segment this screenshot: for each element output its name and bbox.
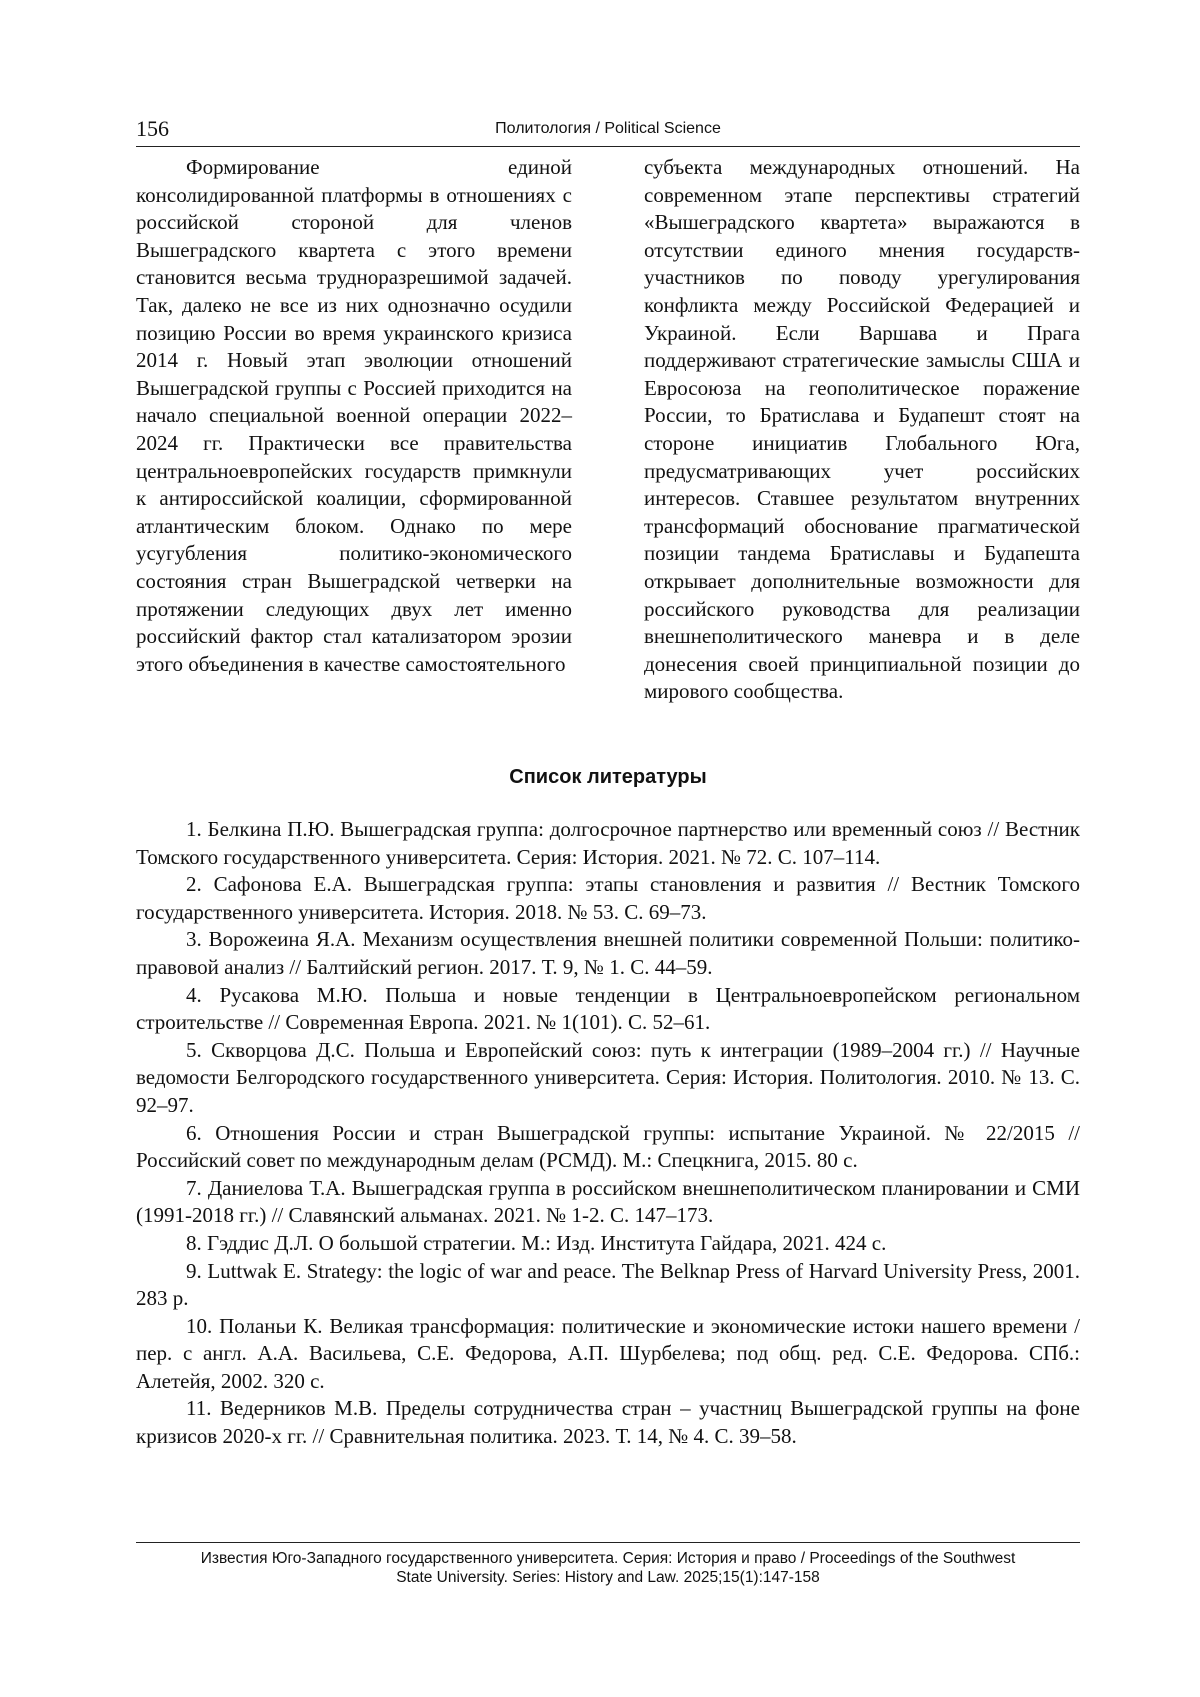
running-head: Политология / Political Science — [495, 120, 721, 137]
reference-item: 9. Luttwak E. Strategy: the logic of war and peace. The Belknap Press of Harvard University Press, 2001. 283 p. — [136, 1258, 1080, 1311]
footer-journal-line: Известия Юго-Западного государственного университета. Серия: История и право / Proceedings of the Southwest — [200, 1550, 1016, 1567]
body-paragraph: Формирование единой консолидированной платформы в отношениях с российской стороной для членов Вышеградского квартета с этого времени становится весьма трудноразрешимой задачей. Так, далеко не все из них однозначно осудили позицию России во время украинского кризиса 2014 г. Новый этап эволюции отношений Вышеградской группы с Россией приходится на начало специальной военной операции 2022–2024 гг. Практически все правительства центральноевропейских государств примкнули к антироссийской коалиции, сформированной атлантическим блоком. Однако по мере усугубления политико-экономического состояния стран Вышеградской четверки на протяжении следующих двух лет именно российский фактор стал катализатором эрозии этого объединения в качестве самостоятельного — [136, 155, 572, 676]
reference-item: 4. Русакова М.Ю. Польша и новые тенденции в Центральноевропейском региональном строительстве // Современная Европа. 2021. № 1(101). С. 52–61. — [136, 982, 1080, 1035]
footer-citation-line: State University. Series: History and Law. 2025;15(1):147-158 — [396, 1569, 820, 1586]
page-footer — [136, 1542, 1080, 1587]
reference-item: 8. Гэддис Д.Л. О большой стратегии. М.: Изд. Института Гайдара, 2021. 424 с. — [186, 1230, 887, 1255]
body-paragraph-continuation: субъекта международных отношений. На современном этапе перспективы стратегий «Вышеградского квартета» выражаются в отсутствии единого мнения государств-участников по поводу урегулирования конфликта между Российской Федерацией и Украиной. Если Варшава и Прага поддерживают стратегические замыслы США и Евросоюза на геополитическое поражение России, то Братислава и Будапешт стоят на стороне инициатив Глобального Юга, предусматривающих учет российских интересов. Ставшее результатом внутренних трансформаций обоснование прагматической позиции тандема Братиславы и Будапешта открывает дополнительные возможности для российского руководства для реализации внешнеполитического маневра и в деле донесения своей принципиальной позиции до мирового сообщества. — [644, 155, 1080, 704]
page-header — [136, 114, 1080, 147]
reference-item: 3. Ворожеина Я.А. Механизм осуществления внешней политики современной Польши: политико-правовой анализ // Балтийский регион. 2017. Т. 9, № 1. С. 44–59. — [136, 927, 1080, 979]
page-number: 156 — [136, 116, 169, 141]
reference-item: 6. Отношения России и стран Вышеградской группы: испытание Украиной. № 22/2015 // Российский совет по международным делам (РСМД). М.: Спецкнига, 2015. 80 с. — [136, 1120, 1080, 1173]
reference-item: 1. Белкина П.Ю. Вышеградская группа: долгосрочное партнерство или временный союз // Вестник Томского государственного университета. Серия: История. 2021. № 72. С. 107–114. — [136, 817, 1080, 869]
reference-item: 7. Даниелова Т.А. Вышеградская группа в российском внешнеполитическом планировании и СМИ (1991-2018 гг.) // Славянский альманах. 2021. № 1-2. С. 147–173. — [136, 1175, 1080, 1228]
body-left-column — [136, 154, 572, 678]
reference-item: 11. Ведерников М.В. Пределы сотрудничества стран – участниц Вышеградской группы на фоне кризисов 2020-х гг. // Сравнительная политика. 2023. Т. 14, № 4. С. 39–58. — [136, 1396, 1080, 1449]
reference-item: 2. Сафонова Е.А. Вышеградская группа: этапы становления и развития // Вестник Томского государственного университета. История. 2018. № 53. С. 69–73. — [136, 872, 1080, 924]
reference-item: 10. Поланьи К. Великая трансформация: политические и экономические истоки нашего времени / пер. с англ. А.А. Васильева, С.Е. Федорова, А.П. Шурбелева; под общ. ред. С.Е. Федорова. СПб.: Алетейя, 2002. 320 с. — [136, 1313, 1080, 1393]
body-right-column — [644, 154, 1080, 706]
references-title: Список литературы — [509, 766, 707, 788]
references-list — [136, 816, 1080, 1451]
reference-item: 5. Скворцова Д.С. Польша и Европейский союз: путь к интеграции (1989–2004 гг.) // Научные ведомости Белгородского государственного университета. Серия: История. Политология. 2010. № 13. С. 92–97. — [136, 1037, 1080, 1117]
